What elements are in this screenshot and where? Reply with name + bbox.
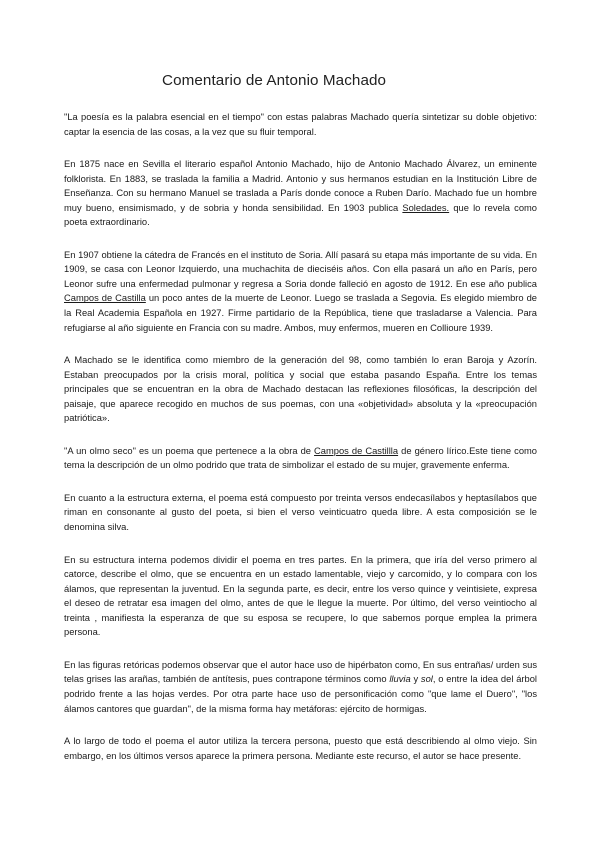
paragraph-text: que lo revela como poeta extraordinario. xyxy=(64,202,537,228)
book-link-campos-de-castilla: Campos de Castilla xyxy=(64,293,146,304)
paragraph-text: En las figuras retóricas podemos observar que el autor hace uso de hipérbaton como, En sus entrañas/ urden sus telas grises las arañas, también de antítesis, pues contrapone términos como xyxy=(64,659,537,685)
paragraph-biography-later xyxy=(64,248,537,335)
paragraph-intro: "La poesía es la palabra esencial en el tiempo" con estas palabras Machado quería sintetizar su doble objetivo: captar la esencia de las cosas, a la vez que su fluir temporal. xyxy=(64,112,537,137)
paragraph-internal-structure: En su estructura interna podemos dividir el poema en tres partes. En la primera, que iría del verso primero al catorce, describe el olmo, que se encuentra en un estado lamentable, viejo y carcomido, y lo compara con los álamos, que representan la juventud. En la segunda parte, es decir, entre los verso quince y veintisiete, expresa el deseo de retratar esa imagen del olmo, antes de que le llegue la muerte. Por último, del verso veintiocho al treinta , manifiesta la esperanza de que su esposa se recupere, lo que sabemos porque emplea la primera persona. xyxy=(64,554,537,638)
book-link-soledades: Soledades. xyxy=(402,202,450,213)
paragraph-text: un poco antes de la muerte de Leonor. Luego se traslada a Segovia. Es elegido miembro de la Real Academia Española en 1927. Firme partidario de la República, tiene que trasladarse a Valencia. Para refugiarse al año siguiente en Francia con su madre. Ambos, muy enfermos, mueren en Collioure 1939. xyxy=(64,293,538,333)
paragraph-text: En 1875 nace en Sevilla el literario español Antonio Machado, hijo de Antonio Machado Álvarez, un eminente folklorista. En 1883, se traslada la familia a Madrid. Antonio y sus hermanos estudian en la Institución Libre de Enseñanza. Con su hermano Manuel se traslada a París donde conoce a Ruben Darío. Machado fue un hombre muy bueno, ensimismado, y de sobria y honda sensibilidad. En 1903 publica xyxy=(64,159,537,213)
paragraph-poem-theme xyxy=(64,444,537,473)
paragraph-text: "A un olmo seco" es un poema que pertenece a la obra de xyxy=(64,445,315,456)
paragraph-text: de género lírico.Este tiene como tema la descripción de un olmo podrido que trata de simbolizar el estado de su mujer, gravemente enferma. xyxy=(64,445,537,471)
italic-term-lluvia: lluvia xyxy=(389,674,411,685)
paragraph-biography-early xyxy=(64,157,537,230)
paragraph-text: y xyxy=(410,674,421,685)
paragraph-rhetorical-figures xyxy=(64,658,537,716)
italic-term-sol: sol xyxy=(420,674,433,685)
book-link-campos-de-castilla: Campos de Castillla xyxy=(314,445,399,456)
paragraph-external-structure: En cuanto a la estructura externa, el poema está compuesto por treinta versos endecasílabos y heptasílabos que riman en consonante al gusto del poeta, si bien el verso veinticuatro queda libre. A esta composición se le denomina silva. xyxy=(64,492,537,533)
paragraph-text: En 1907 obtiene la cátedra de Francés en el instituto de Soria. Allí pasará su etapa más importante de su vida. En 1909, se casa con Leonor Izquierdo, una muchachita de dieciséis años. Con ella pasará un año en París, pero Leonor sufre una enfermedad pulmonar y regresa a Soria donde falleció en agosto de 1912. En ese año publica xyxy=(64,249,537,289)
paragraph-narrative-person: A lo largo de todo el poema el autor utiliza la tercera persona, puesto que está describiendo al olmo viejo. Sin embargo, en los últimos versos aparece la primera persona. Mediante este recurso, el autor se hace presente. xyxy=(64,736,537,761)
paragraph-text: , o entre la idea del árbol podrido frente a las hojas verdes. Por otra parte hace uso de personificación como "que lame el Duero", "los álamos cantores que guardan", de la misma forma hay metáforas: ejército de hormigas. xyxy=(64,674,537,714)
paragraph-generation-98: A Machado se le identifica como miembro de la generación del 98, como también lo eran Baroja y Azorín. Estaban preocupados por la crisis moral, política y social que estaba pasando España. Entre los temas principales que se encuentran en la obra de Machado destacan las reflexiones filosóficas, la descripción del paisaje, que aparece recogido en muchos de sus poemas, con una «objetividad» absoluta y la «preocupación patriótica». xyxy=(64,355,537,424)
document-title: Comentario de Antonio Machado xyxy=(162,72,387,89)
